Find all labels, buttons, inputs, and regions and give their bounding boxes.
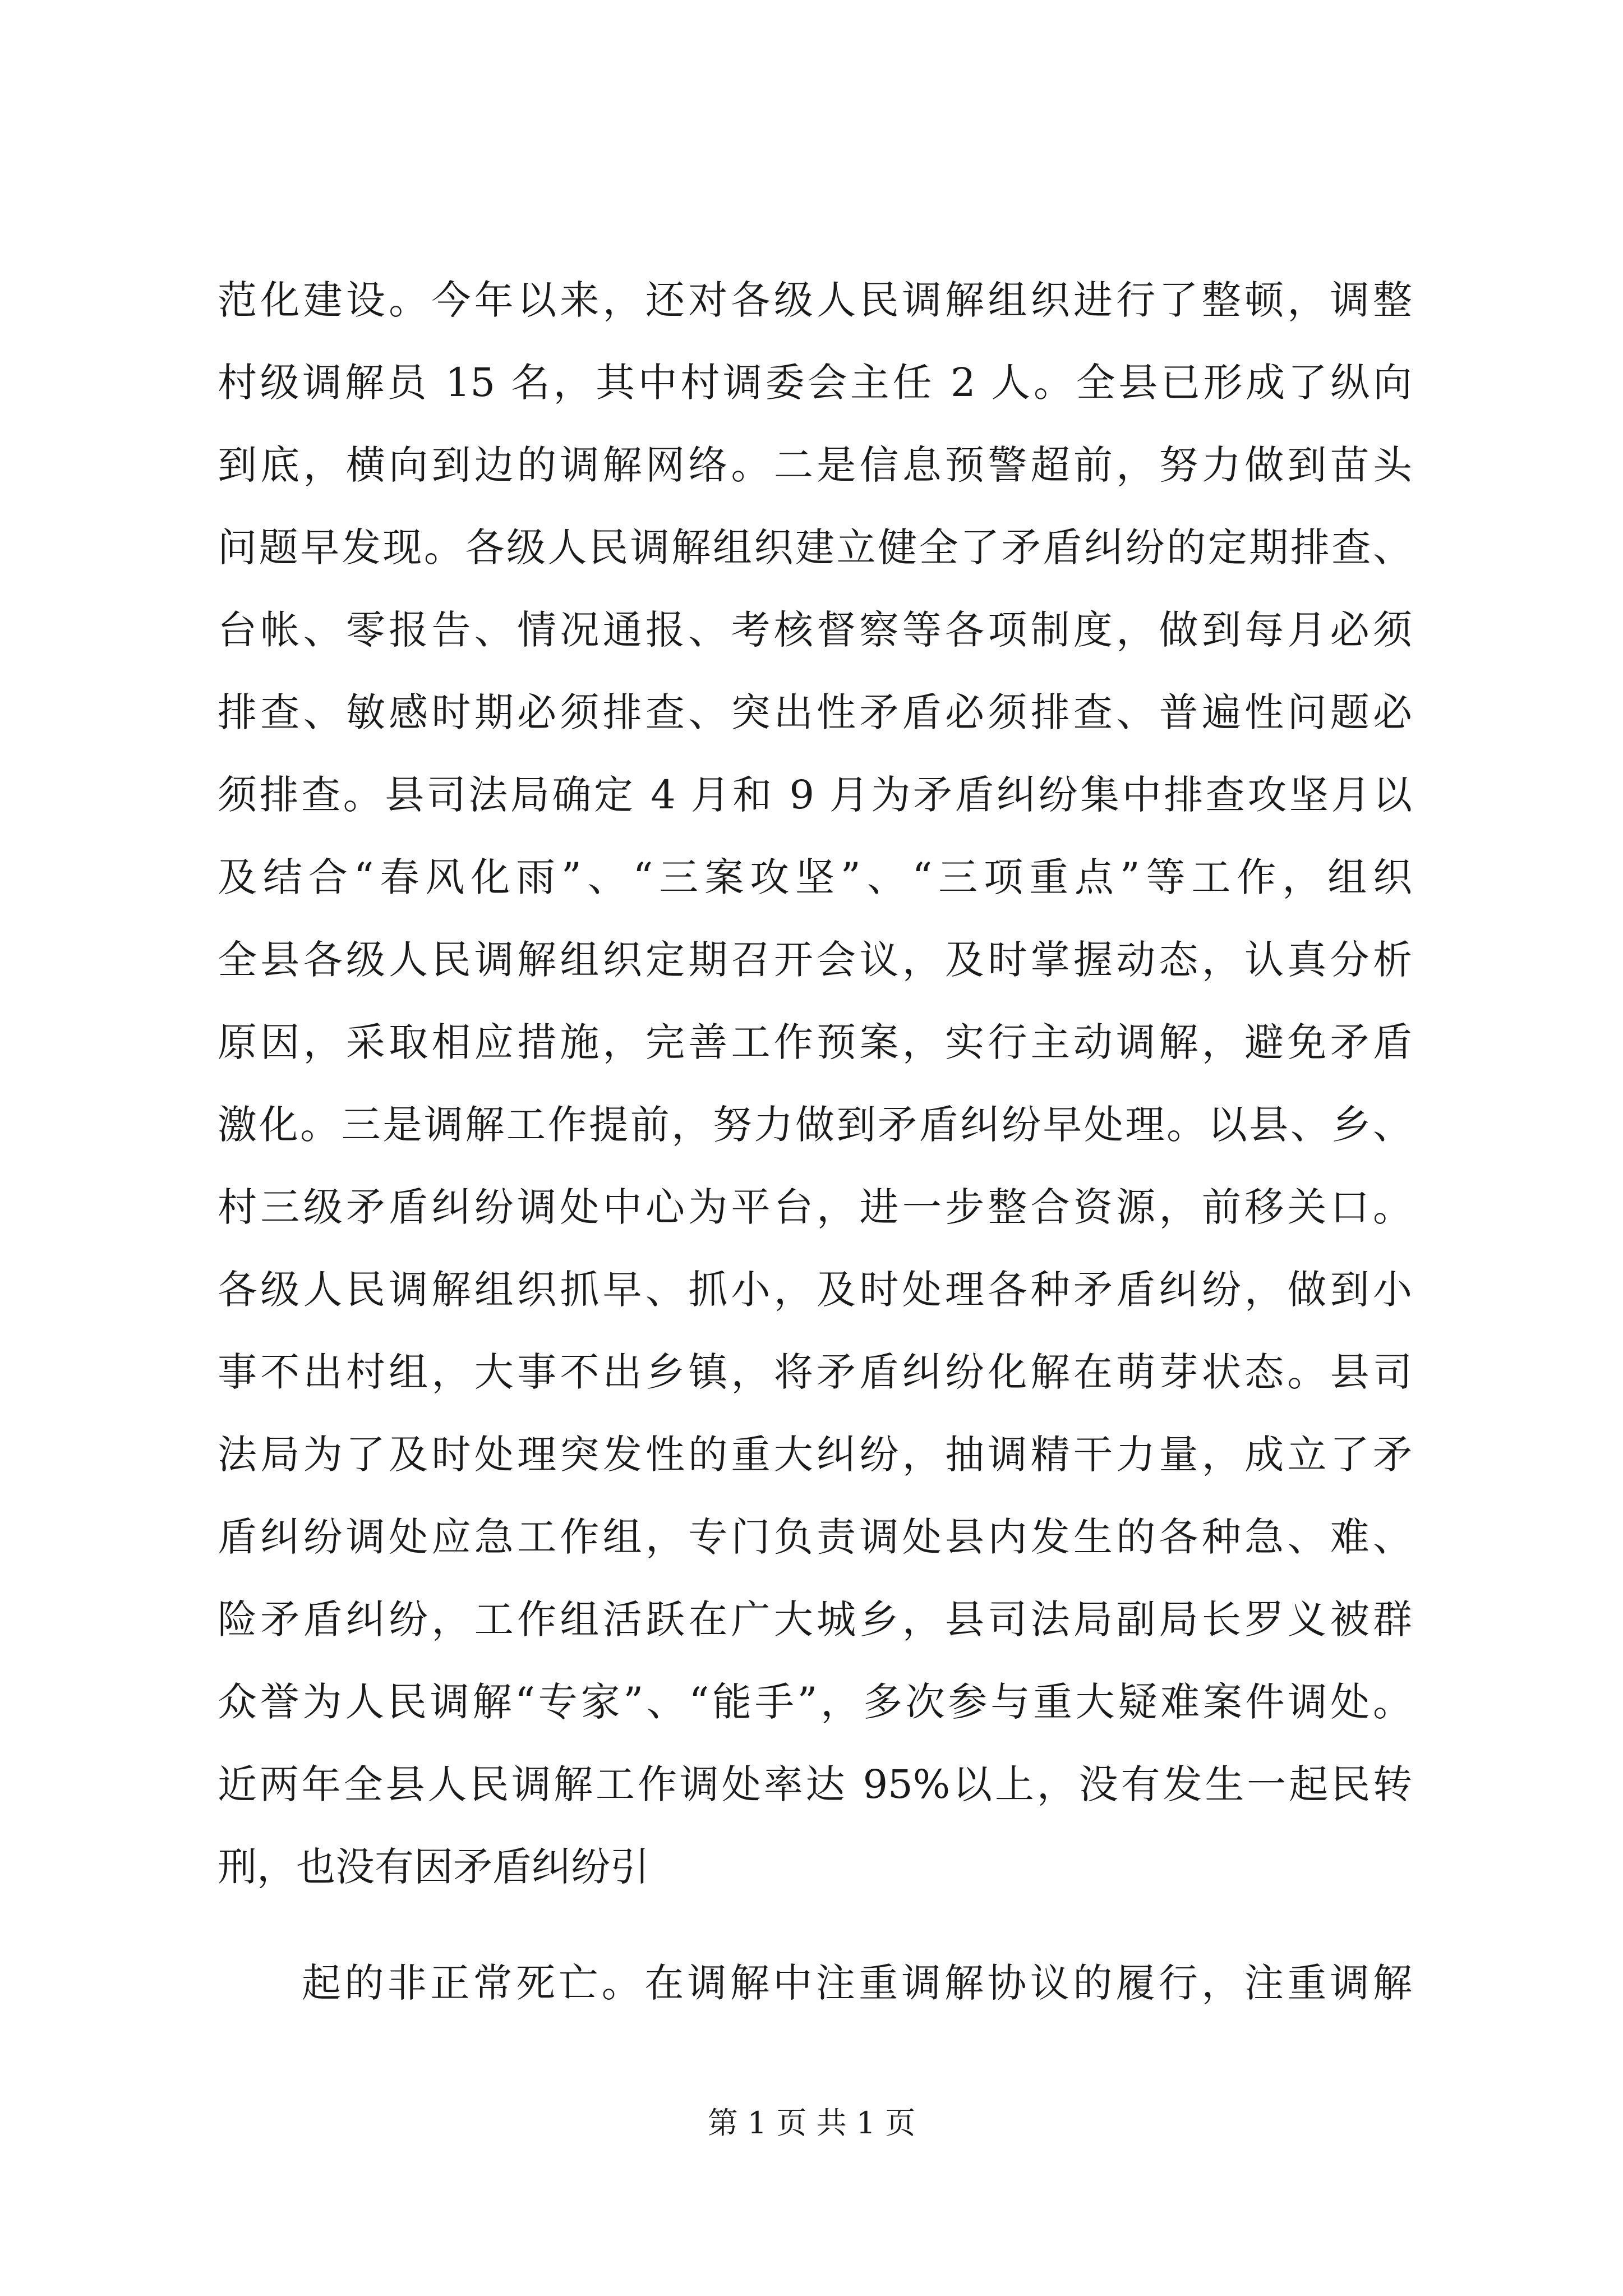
text-line: 法局为了及时处理突发性的重大纠纷，抽调精干力量，成立了矛 [218, 1432, 1412, 1478]
text-line: 起的非正常死亡。在调解中注重调解协议的履行，注重调解 [302, 1960, 1412, 2006]
text-line: 盾纠纷调处应急工作组，专门负责调处县内发生的各种急、难、 [218, 1514, 1412, 1560]
text-line: 刑，也没有因矛盾纠纷引 [218, 1844, 649, 1890]
text-line: 排查、敏感时期必须排查、突出性矛盾必须排查、普遍性问题必 [218, 689, 1412, 735]
text-line: 全县各级人民调解组织定期召开会议，及时掌握动态，认真分析 [218, 937, 1412, 983]
text-line: 村三级矛盾纠纷调处中心为平台，进一步整合资源，前移关口。 [218, 1184, 1412, 1230]
text-line: 须排查。县司法局确定 4 月和 9 月为矛盾纠纷集中排查攻坚月以 [218, 772, 1412, 818]
text-line: 险矛盾纠纷，工作组活跃在广大城乡，县司法局副局长罗义被群 [218, 1596, 1412, 1642]
paragraph-2 [218, 1942, 1412, 2024]
text-line: 问题早发现。各级人民调解组织建立健全了矛盾纠纷的定期排查、 [218, 524, 1412, 570]
text-line: 各级人民调解组织抓早、抓小，及时处理各种矛盾纠纷，做到小 [218, 1267, 1412, 1313]
paragraph-1 [218, 259, 1412, 1908]
text-line: 到底，横向到边的调解网络。二是信息预警超前，努力做到苗头 [218, 442, 1412, 488]
text-line: 及结合“春风化雨”、“三案攻坚”、“三项重点”等工作，组织 [218, 854, 1412, 900]
text-line: 村级调解员 15 名，其中村调委会主任 2 人。全县已形成了纵向 [218, 360, 1412, 406]
text-line: 激化。三是调解工作提前，努力做到矛盾纠纷早处理。以县、乡、 [218, 1102, 1412, 1148]
text-line: 台帐、零报告、情况通报、考核督察等各项制度，做到每月必须 [218, 607, 1412, 653]
text-line: 事不出村组，大事不出乡镇，将矛盾纠纷化解在萌芽状态。县司 [218, 1349, 1412, 1395]
text-line: 原因，采取相应措施，完善工作预案，实行主动调解，避免矛盾 [218, 1019, 1412, 1065]
text-line: 范化建设。今年以来，还对各级人民调解组织进行了整顿，调整 [218, 277, 1412, 323]
text-line: 众誉为人民调解“专家”、“能手”，多次参与重大疑难案件调处。 [218, 1679, 1412, 1725]
text-line: 近两年全县人民调解工作调处率达 95%以上，没有发生一起民转 [218, 1761, 1412, 1807]
page-footer: 第 1 页 共 1 页 [707, 2105, 916, 2141]
